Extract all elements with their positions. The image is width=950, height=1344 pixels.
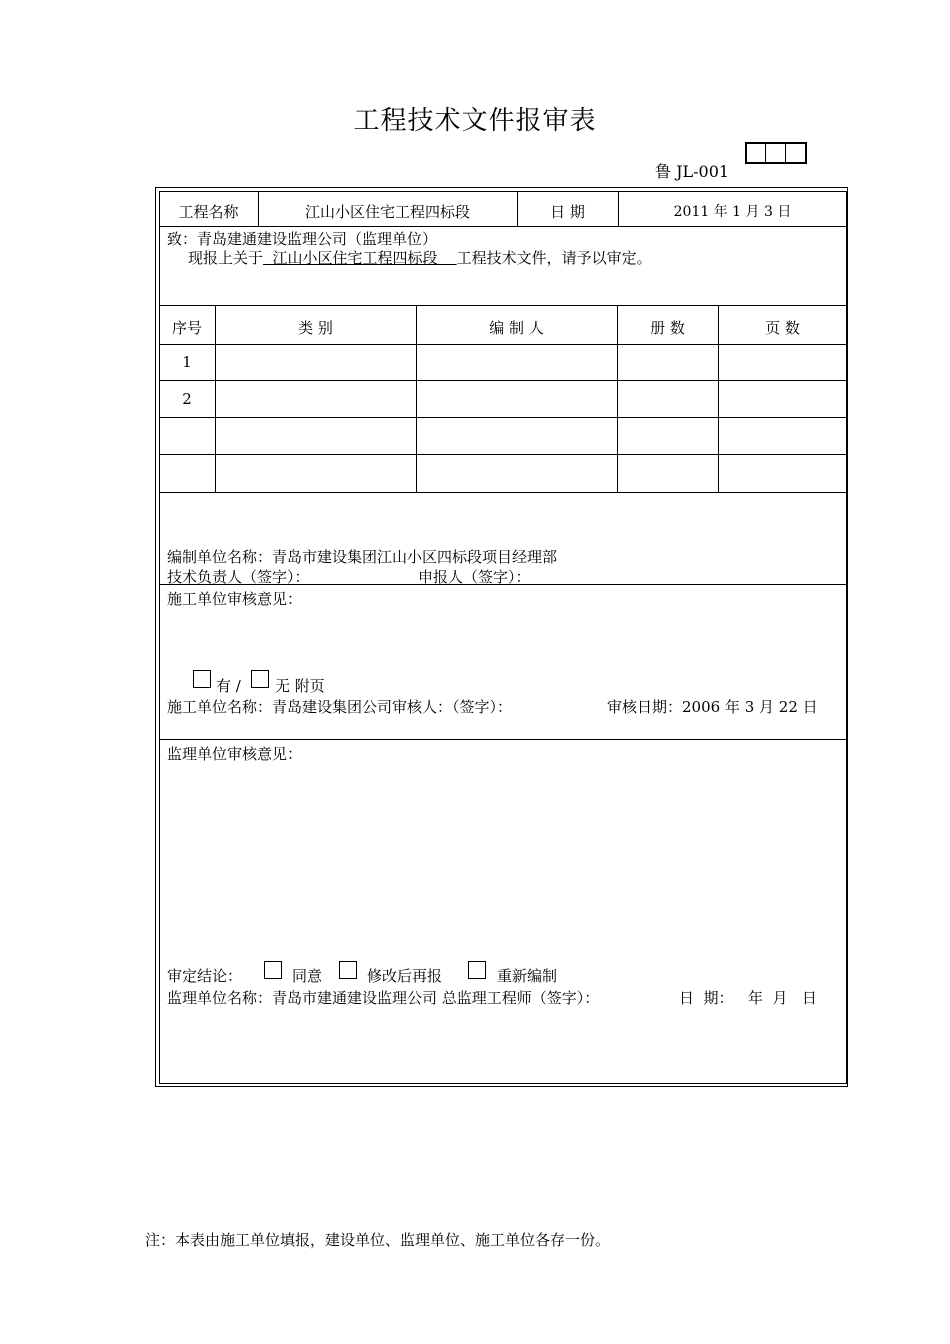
form-code-box	[745, 142, 807, 164]
attachment-no-label: 无 附页	[275, 677, 325, 695]
submission-project: 江山小区住宅工程四标段	[263, 249, 457, 267]
attachment-no-checkbox[interactable]	[251, 670, 269, 688]
addressee-line: 致：青岛建通建设监理公司（监理单位）	[167, 230, 438, 248]
col-no: 序号	[171, 319, 202, 337]
table-row-no: 1	[182, 353, 192, 371]
col-pages: 页 数	[765, 319, 800, 337]
supervision-date-blank: 年 月 日	[748, 989, 817, 1007]
construction-review-label: 施工单位审核意见：	[167, 590, 303, 608]
tech-lead-signature: 技术负责人（签字）：	[167, 568, 310, 586]
page-title: 工程技术文件报审表	[353, 106, 597, 136]
date-label: 日 期	[550, 203, 585, 221]
applicant-signature: 申报人（签字）：	[418, 568, 531, 586]
compiler-unit: 编制单位名称：青岛市建设集团江山小区四标段项目经理部	[167, 548, 558, 566]
revise-checkbox[interactable]	[339, 961, 357, 979]
conclusion-label: 审定结论：	[167, 967, 243, 985]
table-row-no: 2	[182, 390, 192, 408]
footnote: 注：本表由施工单位填报，建设单位、监理单位、施工单位各存一份。	[145, 1231, 611, 1249]
attachment-yes-checkbox[interactable]	[193, 670, 211, 688]
redo-label: 重新编制	[497, 967, 558, 985]
form-code: 鲁 JL-001	[655, 162, 730, 181]
agree-checkbox[interactable]	[264, 961, 282, 979]
submission-line: 现报上关于 江山小区住宅工程四标段 工程技术文件，请予以审定。	[188, 249, 652, 267]
construction-unit-line: 施工单位名称：青岛建设集团公司审核人：（签字）：	[167, 698, 513, 716]
revise-label: 修改后再报	[367, 967, 443, 985]
col-category: 类 别	[298, 319, 333, 337]
col-author: 编 制 人	[489, 319, 544, 337]
supervision-date-label: 日 期：	[679, 989, 734, 1007]
col-volumes: 册 数	[650, 319, 685, 337]
project-name-value: 江山小区住宅工程四标段	[304, 203, 470, 221]
supervision-review-label: 监理单位审核意见：	[167, 745, 303, 763]
supervision-unit-line: 监理单位名称：青岛市建通建设监理公司 总监理工程师（签字）：	[167, 989, 600, 1007]
agree-label: 同意	[292, 967, 323, 985]
construction-review-date: 审核日期：2006 年 3 月 22 日	[607, 698, 818, 716]
date-value: 2011 年 1 月 3 日	[673, 204, 792, 220]
attachment-yes-label: 有 /	[216, 677, 241, 695]
project-name-label: 工程名称	[178, 203, 239, 221]
redo-checkbox[interactable]	[468, 961, 486, 979]
